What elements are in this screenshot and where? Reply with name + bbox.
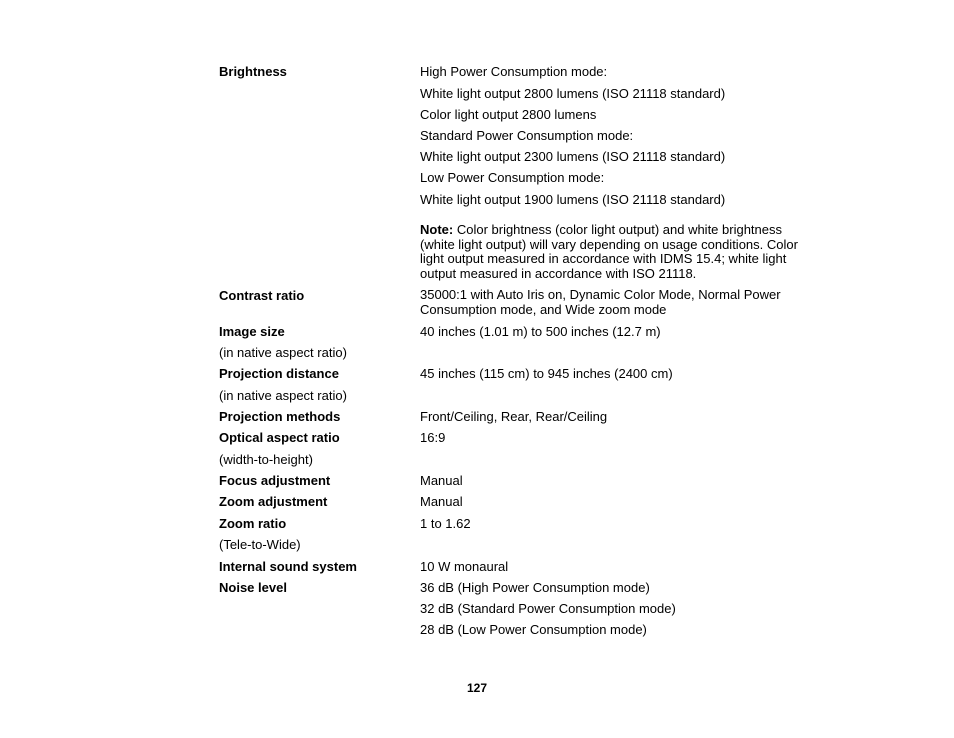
- spec-sublabel: (in native aspect ratio): [219, 388, 347, 403]
- note-label: Note:: [420, 222, 454, 237]
- spec-label-image-size: Image size: [219, 324, 285, 339]
- spec-value-focus: Manual: [420, 473, 463, 488]
- spec-label-projection-distance: Projection distance: [219, 366, 339, 381]
- spec-value-contrast: 35000:1 with Auto Iris on, Dynamic Color Mode, Normal Power Consumption mode, and Wide zoom mode: [420, 287, 781, 317]
- spec-value-projection-methods: Front/Ceiling, Rear, Rear/Ceiling: [420, 409, 608, 424]
- spec-value-line: Standard Power Consumption mode:: [420, 128, 634, 143]
- spec-sublabel: (in native aspect ratio): [219, 345, 347, 360]
- spec-value-projection-distance: 45 inches (115 cm) to 945 inches (2400 cm): [420, 366, 673, 381]
- spec-value-line: White light output 1900 lumens (ISO 21118 standard): [420, 192, 726, 207]
- spec-value-line: Low Power Consumption mode:: [420, 170, 605, 185]
- page-number: 127: [466, 681, 488, 695]
- spec-label-noise: Noise level: [219, 580, 287, 595]
- spec-value-zoom-adjustment: Manual: [420, 494, 463, 509]
- spec-value-line: 36 dB (High Power Consumption mode): [420, 580, 650, 595]
- spec-value-zoom-ratio: 1 to 1.62: [420, 516, 471, 531]
- spec-value-sound: 10 W monaural: [420, 559, 509, 574]
- spec-value-line: 32 dB (Standard Power Consumption mode): [420, 601, 676, 616]
- spec-value-optical-aspect: 16:9: [420, 430, 446, 445]
- spec-label-zoom-ratio: Zoom ratio: [219, 516, 287, 531]
- spec-value-line: White light output 2300 lumens (ISO 21118 standard): [420, 149, 726, 164]
- spec-label-contrast: Contrast ratio: [219, 288, 305, 303]
- spec-label-optical-aspect: Optical aspect ratio: [219, 430, 340, 445]
- spec-sublabel: (width-to-height): [219, 452, 313, 467]
- spec-label-focus: Focus adjustment: [219, 473, 331, 488]
- spec-value-line: White light output 2800 lumens (ISO 21118 standard): [420, 86, 726, 101]
- spec-label-zoom-adjustment: Zoom adjustment: [219, 494, 328, 509]
- spec-sublabel: (Tele-to-Wide): [219, 537, 301, 552]
- spec-label-brightness: Brightness: [219, 64, 287, 79]
- spec-value-line: Color light output 2800 lumens: [420, 107, 597, 122]
- spec-label-sound: Internal sound system: [219, 559, 357, 574]
- brightness-note: [420, 223, 808, 281]
- note-text: Color brightness (color light output) and white brightness (white light output) will vary depending on usage conditions. Color light output measured in accordance with IDMS 15.4; white light output measured in accordance with ISO 21118.: [420, 222, 798, 281]
- spec-value-image-size: 40 inches (1.01 m) to 500 inches (12.7 m): [420, 324, 661, 339]
- spec-value-line: High Power Consumption mode:: [420, 64, 608, 79]
- spec-value-line: 28 dB (Low Power Consumption mode): [420, 622, 647, 637]
- spec-label-projection-methods: Projection methods: [219, 409, 341, 424]
